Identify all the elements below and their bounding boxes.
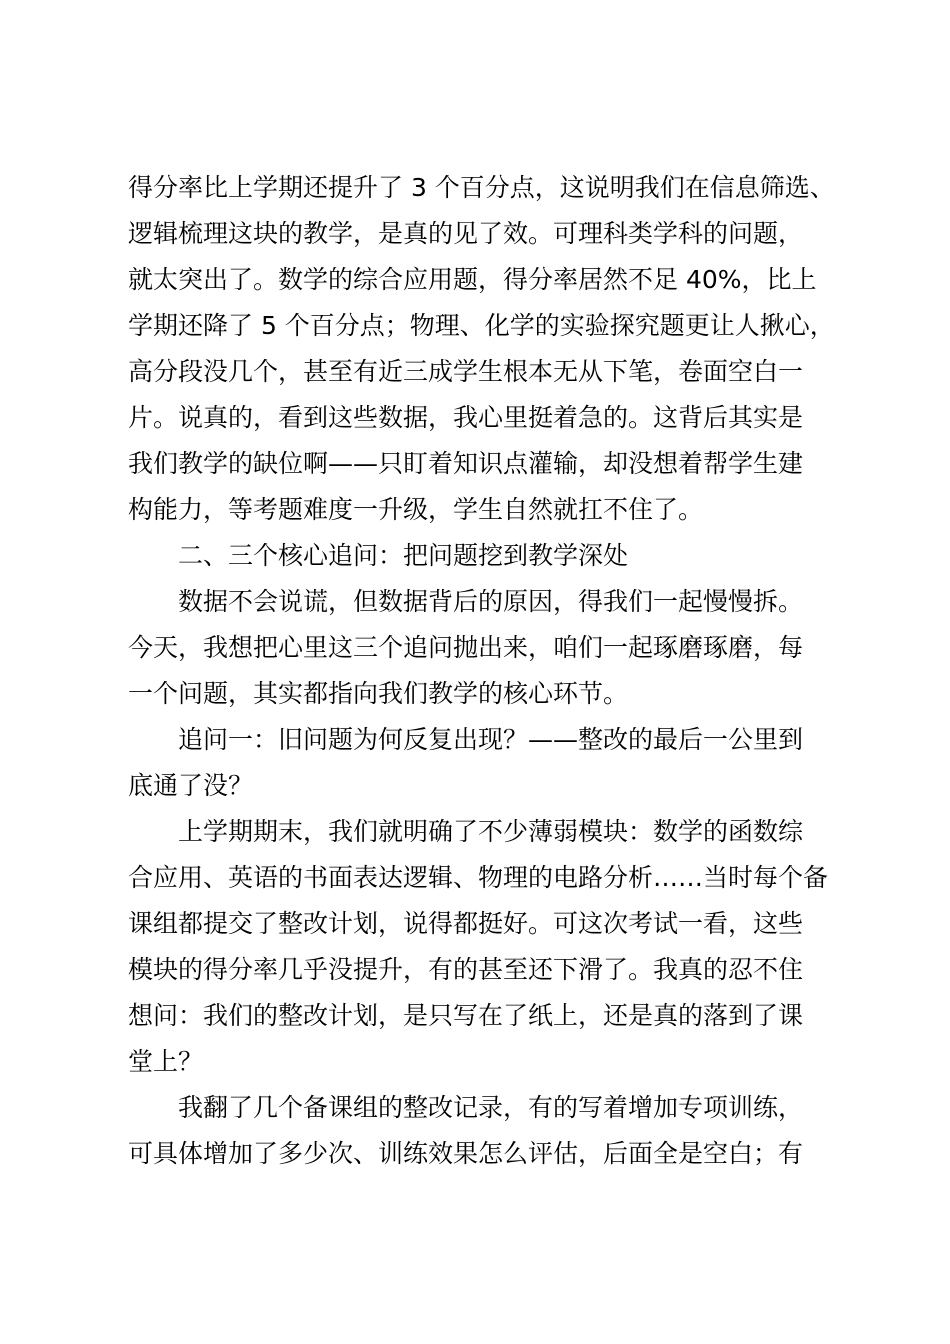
text-line: 一个问题，其实都指向我们教学的核心环节。: [128, 679, 629, 708]
text-line: 我们教学的缺位啊——只盯着知识点灌输，却没想着帮学生建: [128, 449, 804, 478]
section-heading: 二、三个核心追问：把问题挖到教学深处: [178, 541, 629, 570]
question-heading: 追问一：旧问题为何反复出现？——整改的最后一公里到: [178, 725, 804, 754]
text-line: 学期还降了 5 个百分点；物理、化学的实验探究题更让人揪心，: [128, 311, 835, 340]
text-line: 堂上？: [128, 1047, 204, 1076]
text-line: 逻辑梳理这块的教学，是真的见了效。可理科类学科的问题，: [128, 219, 804, 248]
text-line: 上学期期末，我们就明确了不少薄弱模块：数学的函数综: [178, 817, 804, 846]
text-line: 片。说真的，看到这些数据，我心里挺着急的。这背后其实是: [128, 403, 804, 432]
text-line: 得分率比上学期还提升了 3 个百分点，这说明我们在信息筛选、: [128, 173, 835, 202]
text-line: 数据不会说谎，但数据背后的原因，得我们一起慢慢拆。: [178, 587, 804, 616]
text-line: 模块的得分率几乎没提升，有的甚至还下滑了。我真的忍不住: [128, 955, 804, 984]
text-line: 课组都提交了整改计划，说得都挺好。可这次考试一看，这些: [128, 909, 804, 938]
text-line: 就太突出了。数学的综合应用题，得分率居然不足 40%，比上: [128, 265, 817, 294]
text-line: 合应用、英语的书面表达逻辑、物理的电路分析……当时每个备: [128, 863, 829, 892]
text-line: 想问：我们的整改计划，是只写在了纸上，还是真的落到了课: [128, 1001, 804, 1030]
text-line: 今天，我想把心里这三个追问抛出来，咱们一起琢磨琢磨，每: [128, 633, 804, 662]
document-body: [128, 165, 840, 1177]
text-line: 我翻了几个备课组的整改记录，有的写着增加专项训练，: [178, 1093, 804, 1122]
text-line: 高分段没几个，甚至有近三成学生根本无从下笔，卷面空白一: [128, 357, 804, 386]
text-line: 构能力，等考题难度一升级，学生自然就扛不住了。: [128, 495, 704, 524]
text-line: 底通了没？: [128, 771, 254, 800]
text-line: 可具体增加了多少次、训练效果怎么评估，后面全是空白；有: [128, 1139, 804, 1168]
